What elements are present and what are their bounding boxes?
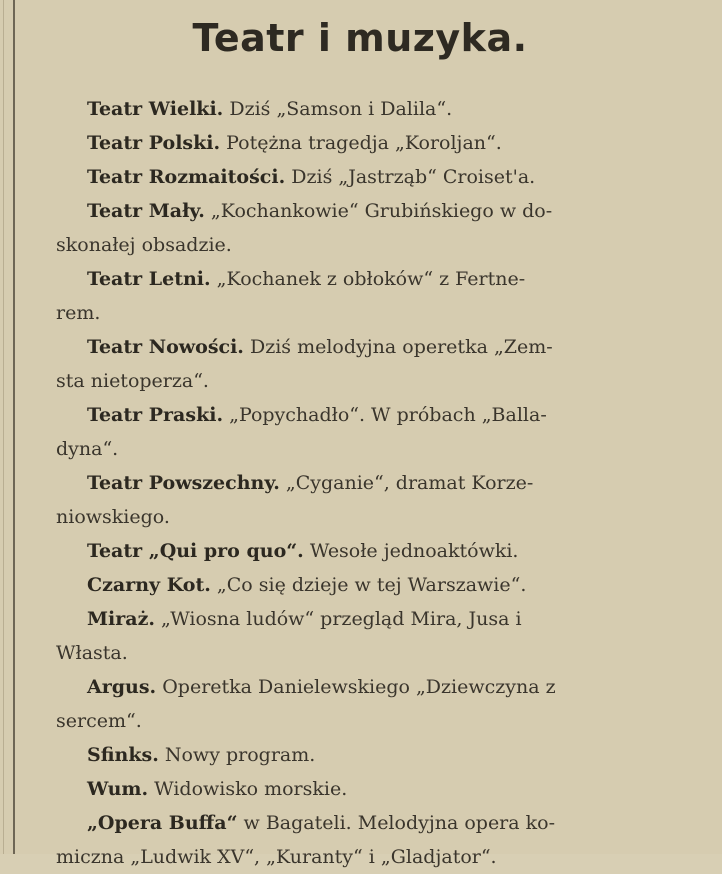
section-heading: Teatr i muzyka. (192, 16, 528, 60)
listing-text: „Kochanek z obłoków“ z Fertne- (210, 268, 526, 290)
listing-text: Dziś „Jastrząb“ Croiset'a. (285, 166, 536, 188)
column-divider-rule (13, 0, 15, 854)
listing-text: w Bagateli. Melodyjna opera ko- (237, 812, 556, 834)
venue-name: Teatr Wielki. (87, 98, 224, 120)
listing-text: Wesołe jednoaktówki. (303, 540, 519, 562)
venue-name: Wum. (87, 778, 149, 800)
listing-text: „Kochankowie“ Grubińskiego w do- (204, 200, 553, 222)
venue-name: Argus. (87, 676, 157, 698)
listing-text: Dziś „Samson i Dalila“. (223, 98, 453, 120)
listing-entry (56, 398, 668, 432)
column-edge-line (3, 0, 4, 854)
listing-entry (56, 772, 668, 806)
listing-continuation: sta nietoperza“. (56, 370, 209, 392)
listing-continuation: sercem“. (56, 710, 142, 732)
venue-name: Czarny Kot. (87, 574, 211, 596)
venue-name: Teatr Letni. (87, 268, 211, 290)
listing-continuation: dyna“. (56, 438, 119, 460)
listing-entry (56, 602, 668, 636)
venue-name: Teatr Praski. (87, 404, 224, 426)
listing-entry (56, 194, 668, 228)
listing-text: „Co się dzieje w tej Warszawie“. (210, 574, 527, 596)
listing-entry (56, 670, 668, 704)
listing-entry (56, 92, 668, 126)
listing-text: Dziś melodyjna operetka „Zem- (243, 336, 553, 358)
venue-name: Teatr Mały. (87, 200, 205, 222)
listing-entry (56, 568, 668, 602)
listing-text: „Cyganie“, dramat Korze- (279, 472, 534, 494)
venue-name: Teatr Powszechny. (87, 472, 280, 494)
listing-continuation: Własta. (56, 642, 128, 664)
listing-continuation: skonałej obsadzie. (56, 234, 232, 256)
listing-entry (56, 466, 668, 500)
listing-text: Potężna tragedja „Koroljan“. (220, 132, 502, 154)
listing-continuation: miczna „Ludwik XV“, „Kuranty“ i „Gladjator“. (56, 846, 497, 868)
listing-entry (56, 806, 668, 840)
venue-name: Miraż. (87, 608, 155, 630)
venue-name: „Opera Buffa“ (87, 812, 238, 834)
venue-name: Teatr Polski. (87, 132, 221, 154)
venue-name: Teatr Rozmaitości. (87, 166, 286, 188)
listing-text: Widowisko morskie. (148, 778, 348, 800)
listing-text: „Wiosna ludów“ przegląd Mira, Jusa i (154, 608, 522, 630)
listing-continuation: rem. (56, 302, 101, 324)
listings-body (56, 92, 668, 874)
listing-entry (56, 262, 668, 296)
listing-entry (56, 126, 668, 160)
listing-continuation: niowskiego. (56, 506, 170, 528)
venue-name: Teatr Nowości. (87, 336, 244, 358)
listing-entry (56, 738, 668, 772)
listing-entry (56, 330, 668, 364)
venue-name: Sfinks. (87, 744, 159, 766)
listing-text: „Popychadło“. W próbach „Balla- (223, 404, 547, 426)
listing-entry (56, 534, 668, 568)
listing-text: Operetka Danielewskiego „Dziewczyna z (156, 676, 556, 698)
venue-name: Teatr „Qui pro quo“. (87, 540, 304, 562)
listing-text: Nowy program. (158, 744, 316, 766)
listing-entry (56, 160, 668, 194)
